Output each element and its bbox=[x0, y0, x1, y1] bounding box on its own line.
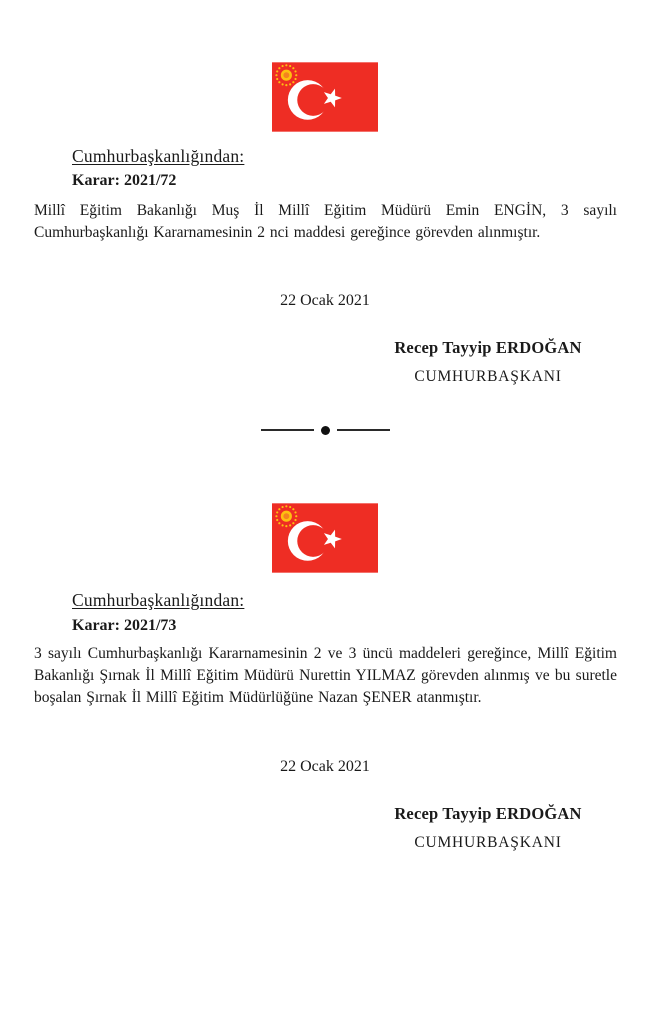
divider-line-left bbox=[261, 429, 314, 431]
decision-number: Karar: 2021/73 bbox=[72, 617, 177, 634]
divider-line-right bbox=[337, 429, 390, 431]
decree-body-text: 3 sayılı Cumhurbaşkanlığı Kararnamesinin 2 ve 3 üncü maddeleri gereğince, Millî Eğitim Bakanlığı Şırnak İl Millî Eğitim Müdürü Nurettin YILMAZ görevden alınmış ve bu suretle boşalan Şırnak İl Millî Eğitim Müdürlüğüne Nazan ŞENER atanmıştır. bbox=[34, 645, 617, 706]
signatory-title: CUMHURBAŞKANI bbox=[414, 834, 562, 851]
turkish-presidential-flag bbox=[272, 503, 378, 573]
section-heading: Cumhurbaşkanlığından: bbox=[72, 590, 245, 610]
signature-block bbox=[362, 804, 614, 852]
signatory-title: CUMHURBAŞKANI bbox=[414, 368, 562, 385]
decree-body-text: Millî Eğitim Bakanlığı Muş İl Millî Eğitim Müdürü Emin ENGİN, 3 sayılı Cumhurbaşkanlığı Kararnamesinin 2 nci maddesi gereğince görevden alınmıştır. bbox=[34, 202, 617, 241]
signatory-name: Recep Tayyip ERDOĞAN bbox=[394, 338, 582, 357]
signatory-name: Recep Tayyip ERDOĞAN bbox=[394, 804, 582, 823]
turkish-presidential-flag bbox=[272, 62, 378, 132]
decision-number: Karar: 2021/72 bbox=[72, 172, 177, 189]
section-heading: Cumhurbaşkanlığından: bbox=[72, 146, 245, 166]
decree-date: 22 Ocak 2021 bbox=[280, 292, 370, 309]
divider-dot bbox=[321, 426, 330, 435]
section-divider bbox=[0, 423, 650, 437]
signature-block bbox=[362, 338, 614, 386]
decree-date: 22 Ocak 2021 bbox=[280, 758, 370, 775]
